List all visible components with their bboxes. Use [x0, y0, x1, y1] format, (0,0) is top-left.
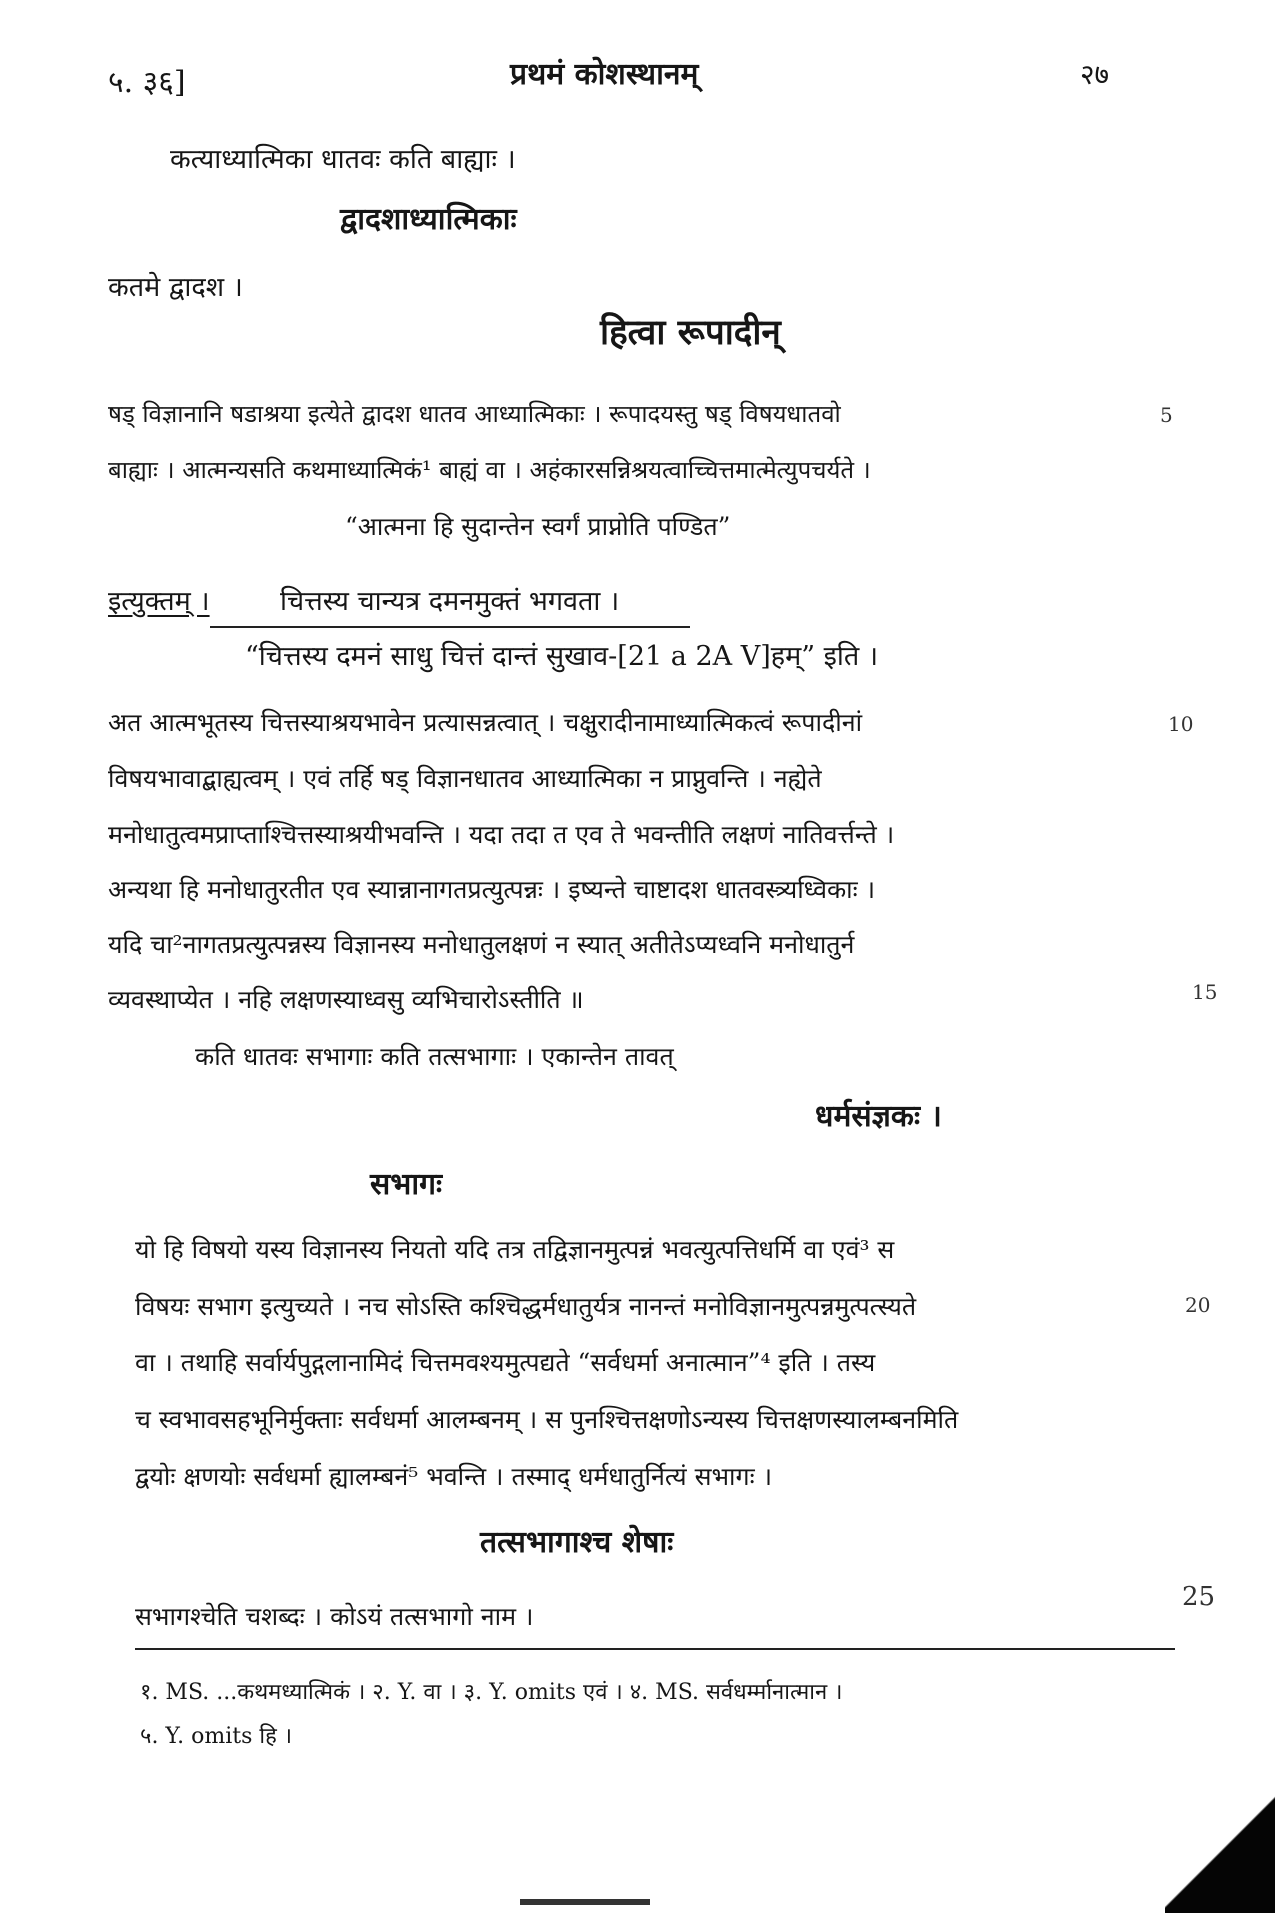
- line-number-10: 10: [1168, 712, 1194, 736]
- para-2-line-5: यदि चा²नागतप्रत्युत्पन्नस्य विज्ञानस्य मनोधातुलक्षणं न स्यात् अतीतेऽप्यध्वनि मनोधातुर्न: [108, 930, 855, 959]
- scan-edge-mark: [520, 1899, 650, 1905]
- para-2-line-4: अन्यथा हि मनोधातुरतीत एव स्यान्नानागतप्रत्युत्पन्नः । इष्यन्ते चाष्टादश धातवस्त्र्यध्विकाः ।: [108, 875, 876, 904]
- para-1-line-1: षड् विज्ञानानि षडाश्रया इत्येते द्वादश धातव आध्यात्मिकाः । रूपादयस्तु षड् विषयधातवो: [108, 400, 841, 428]
- line-number-15: 15: [1192, 980, 1218, 1004]
- footnote-rule: [135, 1648, 1175, 1650]
- page-title: प्रथमं कोशस्थानम्: [510, 57, 699, 92]
- line-number-5: 5: [1160, 403, 1173, 427]
- karika-1: द्वादशाध्यात्मिकाः: [340, 202, 517, 237]
- para-4: सभागश्चेति चशब्दः । कोऽयं तत्सभागो नाम ।: [135, 1602, 534, 1631]
- karika-4: सभागः: [370, 1167, 443, 1202]
- para-3-line-4: च स्वभावसहभूनिर्मुक्ताः सर्वधर्मा आलम्बनम् । स पुनश्चित्तक्षणोऽन्यस्य चित्तक्षणस्यालम्बनमिति: [135, 1405, 959, 1434]
- ityuktam-label: इत्युक्तम् ।: [108, 586, 210, 617]
- question-1: कत्याध्यात्मिका धातवः कति बाह्याः ।: [170, 144, 516, 175]
- para-2-line-6: व्यवस्थाप्येत । नहि लक्षणस्याध्वसु व्यभिचारोऽस्तीति ॥: [108, 985, 584, 1014]
- verse-2: “चित्तस्य दमनं साधु चित्तं दान्तं सुखाव-[21 a 2A V]हम्” इति ।: [245, 641, 879, 672]
- para-2-line-2: विषयभावाद्बाह्यत्वम् । एवं तर्हि षड् विज्ञानधातव आध्यात्मिका न प्राप्नुवन्ति । नह्येते: [108, 764, 822, 793]
- question-3: कति धातवः सभागाः कति तत्सभागाः । एकान्तेन तावत्: [195, 1042, 674, 1071]
- para-2-line-1: अत आत्मभूतस्य चित्तस्याश्रयभावेन प्रत्यासन्नत्वात् । चक्षुरादीनामाध्यात्मिकत्वं रूपादीनां: [108, 708, 863, 737]
- karika-2: हित्वा रूपादीन्: [600, 312, 781, 353]
- karika-3: धर्मसंज्ञकः ।: [815, 1099, 942, 1134]
- line-number-20: 20: [1185, 1293, 1211, 1317]
- footnote-line-2: ५. Y. omits हि ।: [140, 1724, 293, 1749]
- line-number-25: 25: [1182, 1582, 1216, 1612]
- scan-corner-shadow: [1165, 1763, 1275, 1913]
- para-3-line-2: विषयः सभाग इत्युच्यते । नच सोऽस्ति कश्चिद्धर्मधातुर्यत्र नानन्तं मनोविज्ञानमुत्पन्नमुत्पत्स्यते: [135, 1292, 917, 1321]
- ityuktam-text: चित्तस्य चान्यत्र दमनमुक्तं भगवता ।: [280, 586, 620, 617]
- verse-1: “आत्मना हि सुदान्तेन स्वर्गं प्राप्नोति पण्डित”: [345, 512, 731, 541]
- footnote-line-1: १. MS. ...कथमध्यात्मिकं । २. Y. वा । ३. Y. omits एवं । ४. MS. सर्वधर्म्मानात्मान ।: [140, 1680, 843, 1705]
- header-section-number: ५. ३६]: [108, 65, 186, 100]
- karika-5: तत्सभागाश्च शेषाः: [480, 1525, 674, 1560]
- para-1-line-2: बाह्याः । आत्मन्यसति कथमाध्यात्मिकं¹ बाह्यं वा । अहंकारसन्निश्रयत्वाच्चित्तमात्मेत्युपचर्यते ।: [108, 456, 871, 484]
- question-2: कतमे द्वादश ।: [108, 272, 243, 303]
- para-3-line-5: द्वयोः क्षणयोः सर्वधर्मा ह्यालम्बनं⁵ भवन्ति । तस्माद् धर्मधातुर्नित्यं सभागः ।: [135, 1462, 773, 1491]
- underline-rule: [210, 626, 690, 628]
- para-3-line-1: यो हि विषयो यस्य विज्ञानस्य नियतो यदि तत्र तद्विज्ञानमुत्पन्नं भवत्युत्पत्तिधर्मि वा एवं³ स: [135, 1235, 895, 1264]
- para-2-line-3: मनोधातुत्वमप्राप्ताश्चित्तस्याश्रयीभवन्ति । यदा तदा त एव ते भवन्तीति लक्षणं नातिवर्त्तन्ते ।: [108, 820, 895, 849]
- para-3-line-3: वा । तथाहि सर्वार्यपुद्गलानामिदं चित्तमवश्यमुत्पद्यते “सर्वधर्मा अनात्मान”⁴ इति । तस्य: [135, 1348, 876, 1377]
- page-number: २७: [1080, 58, 1110, 91]
